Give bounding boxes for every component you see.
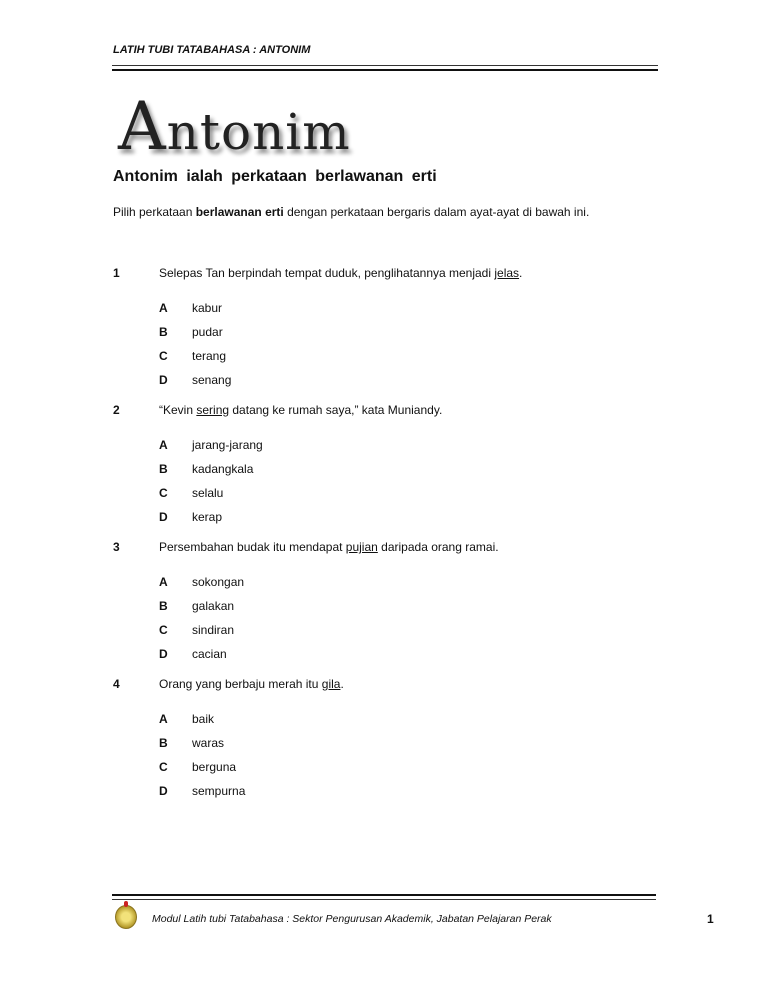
option-text: senang	[192, 373, 232, 387]
stem-text-end: .	[340, 677, 344, 691]
option-letter: A	[159, 712, 168, 726]
option-text: cacian	[192, 647, 227, 661]
instructions-text: Pilih perkataan	[113, 205, 196, 219]
option-letter: D	[159, 373, 168, 387]
stem-text: Persembahan budak itu mendapat	[159, 540, 346, 554]
option-letter: A	[159, 575, 168, 589]
option-text: sokongan	[192, 575, 245, 589]
option-letter: D	[159, 510, 168, 524]
option-letter: D	[159, 647, 168, 661]
option-letter: B	[159, 599, 168, 613]
page-header: LATIH TUBI TATABAHASA : ANTONIM	[113, 44, 311, 56]
option-letter: C	[159, 486, 168, 500]
footer-rule-thin	[112, 899, 656, 900]
option-text: jarang-jarang	[192, 438, 263, 452]
header-rule-thick	[112, 69, 658, 71]
option-text: sindiran	[192, 623, 235, 637]
underlined-word: pujian	[345, 540, 378, 554]
option-text: selalu	[192, 486, 224, 500]
stem-text: “Kevin	[159, 403, 197, 417]
underlined-word: gila	[321, 677, 341, 691]
option-letter: C	[159, 349, 168, 363]
option-letter: D	[159, 784, 168, 798]
option-letter: B	[159, 462, 168, 476]
footer-rule-thick	[112, 894, 656, 896]
option-letter: B	[159, 325, 168, 339]
option-text: galakan	[192, 599, 235, 613]
question-stem	[159, 403, 442, 417]
question-number: 3	[113, 540, 120, 554]
antonim-logo: Antonim	[118, 88, 351, 165]
question-stem	[159, 677, 344, 691]
underlined-word: sering	[196, 403, 230, 417]
header-rule-thin	[112, 65, 658, 66]
option-text: kadangkala	[192, 462, 254, 476]
stem-text-end: daripada orang ramai.	[377, 540, 499, 554]
underlined-word: jelas	[494, 266, 520, 280]
option-text: berguna	[192, 760, 237, 774]
question-stem	[159, 540, 499, 554]
option-text: terang	[192, 349, 227, 363]
question-number: 1	[113, 266, 120, 280]
option-text: pudar	[192, 325, 223, 339]
footer-text: Modul Latih tubi Tatabahasa : Sektor Pengurusan Akademik, Jabatan Pelajaran Perak	[152, 913, 552, 925]
option-text: kerap	[192, 510, 223, 524]
page-title: Antonim ialah perkataan berlawanan erti	[113, 168, 437, 185]
option-text: waras	[192, 736, 225, 750]
question-stem	[159, 266, 522, 280]
option-letter: C	[159, 760, 168, 774]
option-text: kabur	[192, 301, 223, 315]
option-text: baik	[192, 712, 215, 726]
stem-text-end: .	[519, 266, 523, 280]
option-letter: B	[159, 736, 168, 750]
option-text: sempurna	[192, 784, 246, 798]
option-letter: A	[159, 301, 168, 315]
page-number: 1	[707, 912, 714, 926]
perak-crest-icon	[115, 905, 137, 929]
question-number: 4	[113, 677, 120, 691]
question-number: 2	[113, 403, 120, 417]
instructions-text-end: dengan perkataan bergaris dalam ayat-ayat di bawah ini.	[283, 205, 590, 219]
option-letter: A	[159, 438, 168, 452]
stem-text: Selepas Tan berpindah tempat duduk, penglihatannya menjadi	[159, 266, 495, 280]
stem-text: Orang yang berbaju merah itu	[159, 677, 322, 691]
stem-text-end: datang ke rumah saya,” kata Muniandy.	[229, 403, 443, 417]
option-letter: C	[159, 623, 168, 637]
instructions	[113, 202, 653, 222]
instructions-bold: berlawanan erti	[195, 205, 284, 219]
